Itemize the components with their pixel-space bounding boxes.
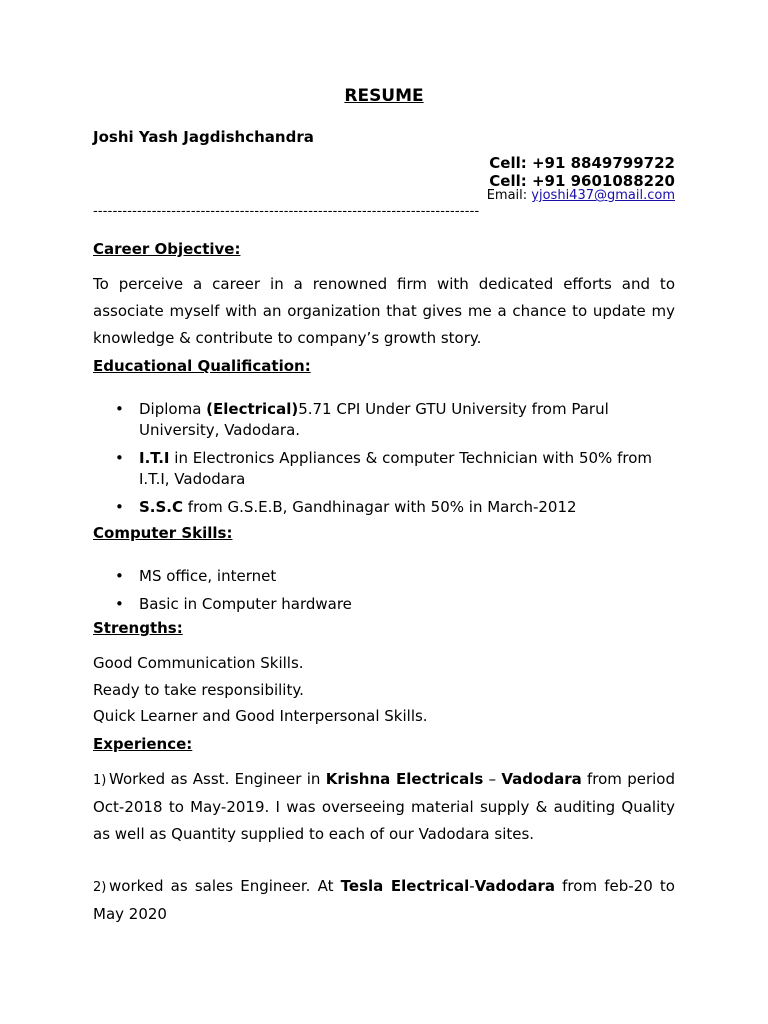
education-item-diploma: • Diploma (Electrical)5.71 CPI Under GTU University from Parul University, Vadodara. <box>93 399 675 441</box>
cell-number-2: Cell: +91 9601088220 <box>489 172 675 190</box>
strength-item: Ready to take responsibility. <box>93 681 304 699</box>
computer-skill-item: • MS office, internet <box>93 566 675 587</box>
computer-skill-item: • Basic in Computer hardware <box>93 594 675 615</box>
education-heading: Educational Qualification: <box>93 357 311 375</box>
experience-item-1: 1) Worked as Asst. Engineer in Krishna Electricals – Vadodara from period Oct-2018 to May-2019. I was overseeing material supply & auditing Quality as well as Quantity supplied to each of our Vadodara sites. <box>93 770 675 843</box>
strengths-heading: Strengths: <box>93 619 183 637</box>
computer-skills-list <box>93 566 675 622</box>
education-item-ssc: • S.S.C from G.S.E.B, Gandhinagar with 50% in March-2012 <box>93 497 675 518</box>
email-link[interactable]: yjoshi437@gmail.com <box>531 188 675 203</box>
cell-number-1: Cell: +91 8849799722 <box>489 154 675 172</box>
experience-heading: Experience: <box>93 735 193 753</box>
page-title: RESUME <box>344 86 424 106</box>
divider-line: ------------------------------------------------------------------------------- <box>93 204 480 219</box>
strength-item: Good Communication Skills. <box>93 654 304 672</box>
computer-skills-heading: Computer Skills: <box>93 524 233 542</box>
email-line <box>487 188 675 203</box>
career-objective-text: To perceive a career in a renowned firm with dedicated efforts and to associate myself with an organization that gives me a chance to update my knowledge & contribute to company’s growth story. <box>93 275 675 347</box>
education-item-iti: • I.T.I in Electronics Appliances & computer Technician with 50% from I.T.I, Vadodara <box>93 448 675 490</box>
career-objective-heading: Career Objective: <box>93 240 241 258</box>
strength-item: Quick Learner and Good Interpersonal Skills. <box>93 707 428 725</box>
candidate-name: Joshi Yash Jagdishchandra <box>93 128 314 146</box>
experience-item-2: 2) worked as sales Engineer. At Tesla Electrical-Vadodara from feb-20 to May 2020 <box>93 877 675 923</box>
email-label: Email: <box>486 188 532 203</box>
education-list <box>93 399 675 525</box>
